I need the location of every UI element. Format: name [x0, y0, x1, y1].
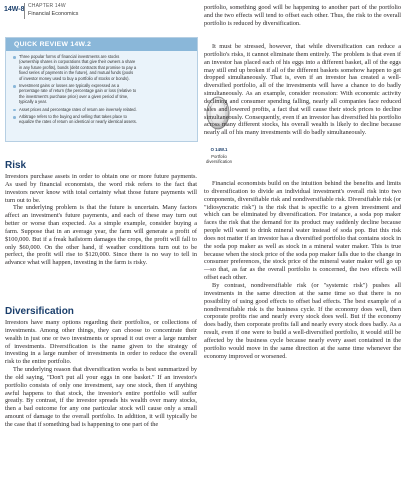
origin-label: O 14W.1: [210, 147, 228, 152]
chapter-label: CHAPTER 14W: [28, 3, 66, 9]
paragraph: Financial economists build on the intuition behind the benefits and limits to diversification to divide an individual investment's overall risk into two components, diversifiable risk and nondiversifiable risk. Diversifiable risk (or "idiosyncratic risk") is the risk that is specific to a given investment and which can be eliminated by diversification. For instance, a soda pop maker faces the risk that the demand for its product may suddenly decline because people will want to drink mineral water instead of soda pop. But this risk does not matter if an investor has a diversified portfolio that contains stock in the soda pop maker as well as stock in a mineral water maker. This is true because when the stock price of the soda pop maker falls due to the change in consumer preferences, the stock price of the mineral water maker will go up—so that, as far as the overall portfolio is concerned, the two effects will offset each other.: [204, 180, 401, 282]
quick-review-list: [12, 54, 137, 127]
paragraph: portfolio, something good will be happening to another part of the portfolio and the two effects will tend to offset each other. Thus, the risk to the overall portfolio is reduced by diversification.: [204, 4, 401, 27]
paragraph: Investors have many options regarding their portfolios, or collections of investments. Among other things, they can choose to concentrate their wealth in just one or two investments or spread it out over a large number of investments. Diversification is the name given to the strategy of investing in a large number of investments in order to reduce the overall risk to the entire portfolio.: [5, 319, 197, 366]
quick-review-item: Arbitrage refers to the buying and selling that takes place to equalize the rates of return on identical or nearly identical assets.: [12, 114, 137, 125]
diversification-section: [5, 319, 197, 429]
quick-review-box: [5, 37, 198, 142]
book-section-title: Financial Economics: [28, 11, 79, 17]
origin-caption: Portfolio diversification: [205, 154, 233, 164]
right-column-bottom: [204, 180, 401, 360]
quick-review-item: Asset prices and percentage rates of return are inversely related.: [12, 107, 137, 112]
paragraph: The underlying problem is that the future is uncertain. Many factors affect an investment's future payments, and each of these may turn out better or worse than expected. As a simple example, consider buying a farm. Suppose that in an average year, the farm will generate a profit of $100,000. But if a freak hailstorm damages the crops, the profit will fall to only $60,000. On the other hand, if weather conditions turn out to be perfect, the profit will rise to $120,000. Since there is no way to tell in advance what will happen, investing in the farm is risky.: [5, 204, 197, 267]
page-number: 14W-8: [4, 6, 25, 13]
paragraph: Investors purchase assets in order to obtain one or more future payments. As used by financial economists, the word risk refers to the fact that investors never know with total certainty what those future payments will turn out to be.: [5, 173, 197, 204]
paragraph: It must be stressed, however, that while diversification can reduce a portfolio's risks, it cannot eliminate them entirely. The problem is that even if an investor has placed each of his eggs into a different basket, all of the eggs may still end up broken if all of the different baskets somehow happen to get dropped simultaneously. That is, even if an investor has created a well-diversified portfolio, all of the investments will have a chance to do badly simultaneously. As an example, consider recession: With economic activity declining and consumer spending falling, nearly all companies face reduced sales and lowered profits, a fact that will cause their stock prices to decline simultaneously. Consequently, even if an investor has diversified his portfolio across many different stocks, his overall wealth is likely to decline because nearly all of his many investments will do badly simultaneously.: [204, 43, 401, 137]
risk-heading: Risk: [5, 160, 27, 171]
header-divider: [24, 3, 25, 19]
risk-section: [5, 173, 197, 267]
diversification-heading: Diversification: [5, 306, 74, 317]
quick-review-item: Investment gains or losses are typically expressed as a percentage rate of return (the percentage gain or loss (relative to the investment's purchase price) over a given period of time, typically a year.: [12, 83, 137, 105]
right-column-p1-top: [204, 43, 401, 137]
paragraph: The underlying reason that diversification works is best summarized by the old saying, "Don't put all your eggs in one basket." If an investor's portfolio consists of only one investment, say one stock, then if anything awful happens to that stock, the investor's entire portfolio will suffer greatly. By contrast, if the investor spreads his wealth over many stocks, then a bad outcome for any one particular stock will cause only a small amount of damage to the overall portfolio. In addition, it will typically be the case that if something bad is happening to one part of the: [5, 366, 197, 428]
quick-review-item: Three popular forms of financial investments are stocks (ownership shares in corporations that give their owners a share in any future profits), bonds (debt contracts that promise to pay a fixed series of payments in the future), and mutual funds (pools of investor money used to buy a portfolio of stocks or bonds).: [12, 54, 137, 81]
quick-review-title: QUICK REVIEW 14W.2: [6, 38, 197, 51]
right-column-top: [204, 4, 401, 28]
paragraph: By contrast, nondiversifiable risk (or "systemic risk") pushes all investments in the same direction at the same time so that there is no possibility of using good effects to offset bad effects. The best example of a nondiversifiable risk is the business cycle. If the economy does well, then corporate profits rise and nearly every stock does well. But if the economy does badly, then corporate profits fall and nearly every stock does badly. As a result, even if one were to build a well-diversified portfolio, it would still be affected by the business cycle because nearly every asset contained in the portfolio would move in the same direction at the same time whenever the economy improved or worsened.: [204, 281, 401, 360]
